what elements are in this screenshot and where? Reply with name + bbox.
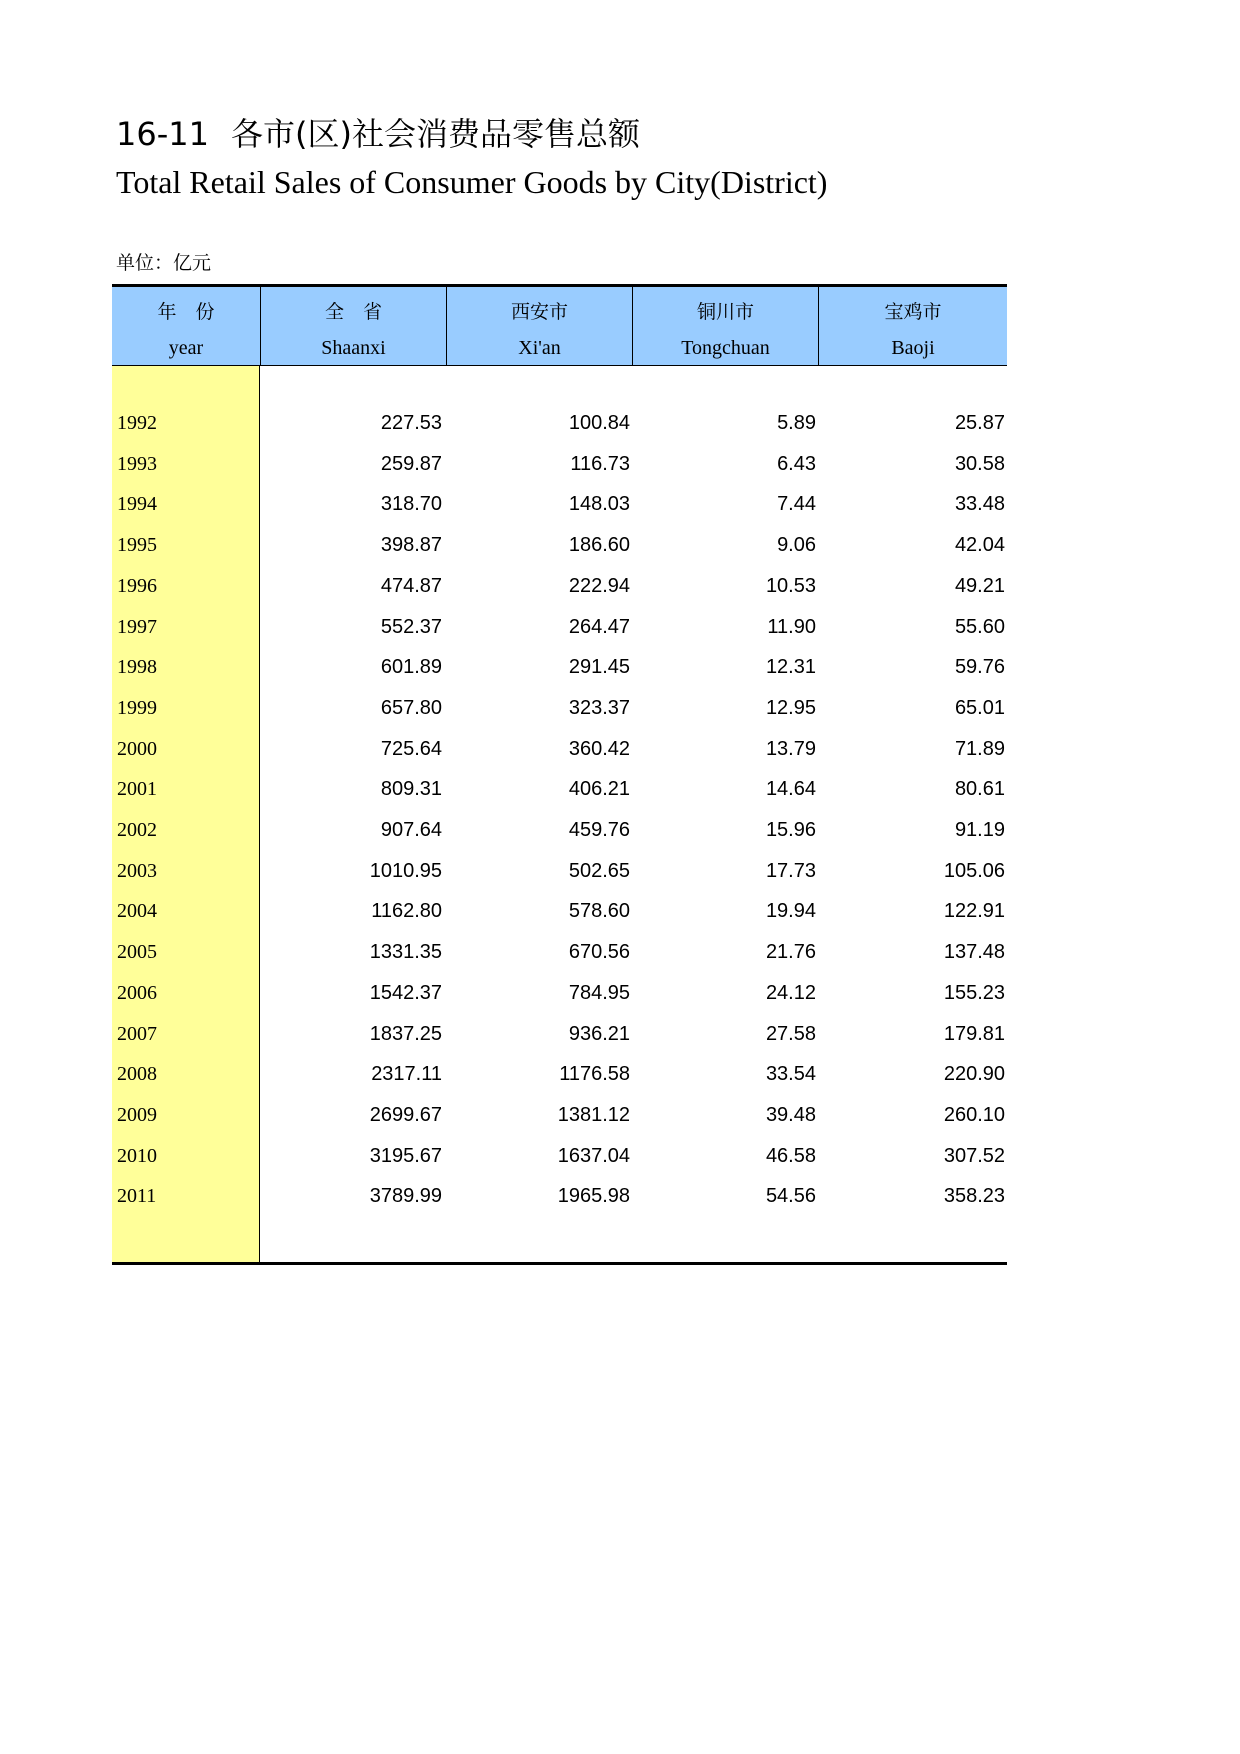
cell-baoji: 307.52 [943, 1144, 1005, 1167]
table-row [112, 411, 1007, 452]
cell-baoji: 65.01 [954, 696, 1005, 719]
table-row [112, 899, 1007, 940]
cell-tongchuan: 15.96 [765, 819, 816, 841]
cell-year: 2003 [117, 859, 157, 882]
table-row [112, 737, 1007, 778]
cell-xian: 222.94 [568, 574, 630, 597]
cell-year: 1992 [117, 412, 157, 434]
header-year [112, 287, 260, 366]
cell-xian: 670.56 [568, 941, 630, 964]
cell-year: 2010 [117, 1144, 157, 1167]
cell-shaanxi: 907.64 [380, 819, 442, 841]
table-row [112, 1103, 1007, 1144]
cell-baoji: 220.90 [943, 1063, 1005, 1086]
cell-xian: 502.65 [568, 859, 630, 882]
cell-year: 2007 [117, 1022, 157, 1045]
cell-year: 2005 [117, 941, 157, 964]
cell-year: 2009 [117, 1103, 157, 1126]
cell-baoji: 91.19 [954, 819, 1005, 841]
header-xian-en: Xi'an [518, 337, 561, 359]
header-tongchuan [632, 287, 818, 366]
cell-xian: 1176.58 [559, 1063, 630, 1086]
table-row [112, 859, 1007, 900]
cell-tongchuan: 11.90 [767, 615, 816, 638]
cell-tongchuan: 17.73 [765, 859, 816, 882]
cell-xian: 360.42 [568, 737, 630, 760]
cell-year: 2011 [117, 1185, 157, 1208]
cell-baoji: 59.76 [954, 656, 1005, 679]
cell-tongchuan: 33.54 [765, 1063, 816, 1086]
cell-baoji: 25.87 [954, 412, 1005, 434]
cell-year: 1997 [117, 615, 157, 638]
header-shaanxi-cn: 全 省 [324, 301, 382, 323]
cell-xian: 936.21 [568, 1022, 630, 1045]
header-year-cn: 年 份 [157, 301, 215, 323]
header-xian [446, 287, 632, 366]
header-tongchuan-cn: 铜川市 [696, 301, 754, 323]
cell-shaanxi: 657.80 [380, 696, 442, 719]
table-row [112, 655, 1007, 696]
bottom-rule [112, 1262, 1007, 1265]
cell-shaanxi: 2699.67 [369, 1103, 442, 1126]
cell-baoji: 179.81 [943, 1022, 1005, 1045]
table-row [112, 1144, 1007, 1185]
table-row [112, 981, 1007, 1022]
table-row [112, 533, 1007, 574]
header-baoji-cn: 宝鸡市 [884, 301, 942, 323]
cell-tongchuan: 19.94 [765, 900, 816, 923]
cell-shaanxi: 318.70 [380, 493, 442, 516]
cell-tongchuan: 39.48 [765, 1103, 816, 1126]
cell-baoji: 105.06 [943, 859, 1005, 882]
header-xian-cn: 西安市 [510, 301, 568, 323]
table-header [112, 284, 1007, 366]
cell-tongchuan: 12.95 [765, 696, 816, 719]
cell-baoji: 42.04 [954, 534, 1005, 557]
cell-shaanxi: 3195.67 [369, 1144, 442, 1167]
cell-year: 2002 [117, 819, 157, 841]
cell-tongchuan: 46.58 [765, 1144, 816, 1167]
table-number: 16-11 [116, 115, 209, 153]
cell-shaanxi: 809.31 [380, 778, 442, 801]
header-baoji [818, 287, 1007, 366]
cell-xian: 459.76 [568, 819, 630, 841]
cell-shaanxi: 398.87 [380, 534, 442, 557]
header-year-en: year [168, 337, 204, 359]
cell-tongchuan: 24.12 [765, 981, 816, 1004]
table-row [112, 615, 1007, 656]
cell-baoji: 260.10 [943, 1103, 1005, 1126]
cell-xian: 1381.12 [557, 1103, 630, 1126]
cell-year: 1993 [117, 452, 157, 475]
table-title-chinese [116, 115, 640, 153]
cell-shaanxi: 474.87 [380, 574, 442, 597]
table-title-cn-text: 各市(区)社会消费品零售总额 [230, 115, 640, 153]
cell-xian: 264.47 [568, 615, 630, 638]
unit-label: 单位：亿元 [116, 252, 212, 274]
cell-tongchuan: 6.43 [777, 452, 816, 475]
cell-year: 1996 [117, 574, 157, 597]
cell-baoji: 71.89 [954, 737, 1005, 760]
cell-tongchuan: 12.31 [765, 656, 816, 679]
cell-xian: 1965.98 [557, 1185, 630, 1208]
table-row [112, 492, 1007, 533]
table-row [112, 777, 1007, 818]
cell-baoji: 137.48 [943, 941, 1005, 964]
table-row [112, 696, 1007, 737]
table-row [112, 1184, 1007, 1225]
cell-baoji: 30.58 [954, 452, 1005, 475]
cell-baoji: 122.91 [943, 900, 1005, 923]
header-shaanxi-en: Shaanxi [321, 337, 386, 359]
cell-year: 2000 [117, 737, 157, 760]
cell-xian: 291.45 [568, 656, 630, 679]
cell-year: 2004 [117, 900, 157, 923]
cell-baoji: 358.23 [943, 1185, 1005, 1208]
cell-baoji: 33.48 [954, 493, 1005, 516]
cell-baoji: 55.60 [954, 615, 1005, 638]
cell-shaanxi: 2317.11 [371, 1063, 442, 1086]
cell-shaanxi: 1542.37 [369, 981, 442, 1004]
cell-xian: 1637.04 [557, 1144, 630, 1167]
table-row [112, 940, 1007, 981]
cell-tongchuan: 14.64 [765, 778, 816, 801]
cell-tongchuan: 9.06 [777, 534, 816, 557]
cell-tongchuan: 5.89 [777, 412, 816, 434]
cell-shaanxi: 1010.95 [369, 859, 442, 882]
table-row [112, 1022, 1007, 1063]
cell-xian: 116.73 [570, 452, 630, 475]
table-row [112, 818, 1007, 859]
cell-shaanxi: 1331.35 [369, 941, 442, 964]
cell-year: 1994 [117, 493, 157, 516]
cell-tongchuan: 54.56 [765, 1185, 816, 1208]
cell-xian: 186.60 [568, 534, 630, 557]
cell-shaanxi: 3789.99 [369, 1185, 442, 1208]
cell-shaanxi: 725.64 [380, 737, 442, 760]
cell-tongchuan: 7.44 [777, 493, 816, 516]
cell-baoji: 80.61 [954, 778, 1005, 801]
cell-tongchuan: 10.53 [765, 574, 816, 597]
cell-shaanxi: 1837.25 [369, 1022, 442, 1045]
cell-year: 1999 [117, 696, 157, 719]
cell-baoji: 49.21 [954, 574, 1005, 597]
header-baoji-en: Baoji [891, 337, 935, 359]
cell-tongchuan: 27.58 [765, 1022, 816, 1045]
cell-shaanxi: 552.37 [380, 615, 442, 638]
cell-shaanxi: 259.87 [380, 452, 442, 475]
cell-tongchuan: 13.79 [765, 737, 816, 760]
cell-xian: 100.84 [568, 412, 630, 434]
table-row [112, 452, 1007, 493]
cell-shaanxi: 1162.80 [371, 900, 442, 923]
cell-year: 2006 [117, 981, 157, 1004]
cell-year: 2001 [117, 778, 157, 801]
table-row [112, 574, 1007, 615]
cell-xian: 148.03 [568, 493, 630, 516]
cell-baoji: 155.23 [943, 981, 1005, 1004]
cell-year: 1995 [117, 534, 157, 557]
cell-xian: 578.60 [568, 900, 630, 923]
header-tongchuan-en: Tongchuan [681, 337, 770, 359]
cell-year: 2008 [117, 1063, 157, 1086]
cell-year: 1998 [117, 656, 157, 679]
cell-shaanxi: 227.53 [380, 412, 442, 434]
cell-xian: 406.21 [568, 778, 630, 801]
header-shaanxi [260, 287, 446, 366]
table-title-english: Total Retail Sales of Consumer Goods by City(District) [116, 164, 828, 200]
cell-shaanxi: 601.89 [380, 656, 442, 679]
cell-xian: 784.95 [568, 981, 630, 1004]
cell-tongchuan: 21.76 [765, 941, 816, 964]
cell-xian: 323.37 [568, 696, 630, 719]
table-row [112, 1062, 1007, 1103]
